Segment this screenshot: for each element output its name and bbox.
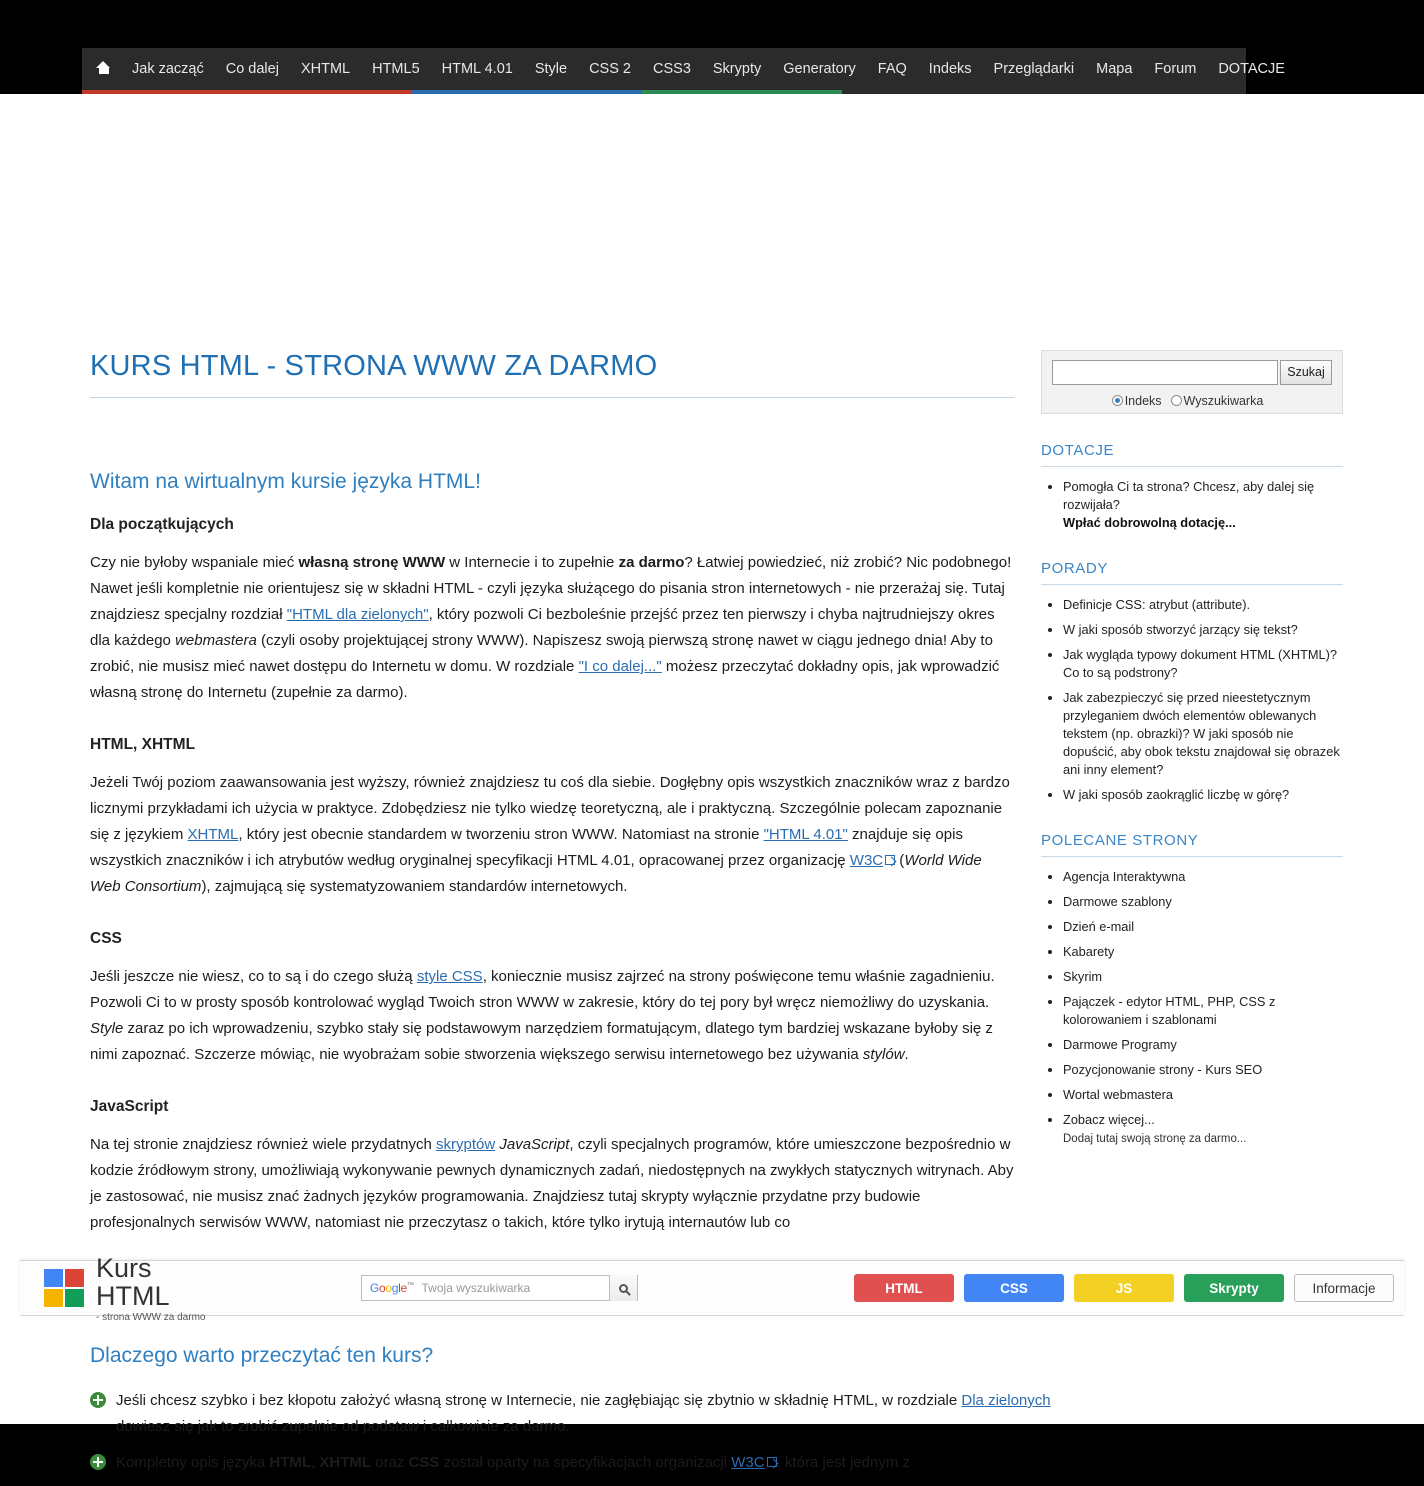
text-run: Jeśli chcesz szybko i bez kłopotu założyć własną stronę w Internecie, nie zagłębiając się zbytnio w składnię HTML, w rozdziale (116, 1392, 962, 1409)
nav-item-faq[interactable]: FAQ (877, 61, 907, 77)
list-item[interactable]: • Darmowe Programy (1063, 1036, 1343, 1054)
add-site-note[interactable]: Dodaj tutaj swoją stronę za darmo... (1063, 1133, 1247, 1145)
list-item[interactable]: • W jaki sposób zaokrąglić liczbę w górę? (1063, 786, 1343, 804)
nav-item-html401[interactable]: HTML 4.01 (441, 61, 513, 77)
text-run: Czy nie byłoby wspaniale mieć (90, 554, 299, 571)
beginners-paragraph (90, 550, 1015, 706)
text-strong: XHTML (319, 1454, 372, 1471)
list-item[interactable]: • Dzień e-mail (1063, 918, 1343, 936)
button-html[interactable]: HTML (854, 1274, 954, 1302)
search-input[interactable] (1052, 360, 1278, 385)
text-italic: JavaScript (495, 1136, 570, 1153)
nav-item-css3[interactable]: CSS3 (653, 61, 691, 77)
list-item[interactable]: • W jaki sposób stworzyć jarzący się tekst? (1063, 621, 1343, 639)
home-icon (96, 61, 111, 74)
brand-title: Kurs HTML (96, 1252, 170, 1311)
radio-wyszukiwarka-label: Wyszukiwarka (1183, 394, 1264, 408)
search-button[interactable]: Szukaj (1280, 360, 1332, 385)
list-item[interactable]: • Pozycjonowanie strony - Kurs SEO (1063, 1061, 1343, 1079)
css-heading: CSS (90, 930, 122, 947)
nav-item-xhtml[interactable]: XHTML (300, 61, 351, 77)
list-item[interactable]: • Darmowe szablony (1063, 893, 1343, 911)
welcome-heading: Witam na wirtualnym kursie języka HTML! (90, 470, 481, 493)
nav-item-style[interactable]: Style (534, 61, 568, 77)
nav-item-skrypty[interactable]: Skrypty (712, 61, 762, 77)
list-item[interactable]: • Jak wygląda typowy dokument HTML (XHTML)? Co to są podstrony? (1063, 646, 1343, 682)
beginners-heading: Dla początkujących (90, 516, 234, 533)
text-run: Jeżeli Twój poziom zaawansowania jest wyższy, również znajdziesz tu coś dla siebie. Dogłębny opis wszystkich znaczników wraz z bardzo licznymi przykładami ich użycia w praktyce. Zdobędziesz nie tylko wiedzę teoretyczną, ale i praktyczną. Szczególnie polecam zapoznanie się z językiem (90, 774, 1010, 843)
sidebar-section-polecane (1041, 832, 1343, 1147)
plus-circle-icon (90, 1454, 106, 1470)
search-icon (619, 1284, 628, 1293)
nav-home-link[interactable] (88, 48, 121, 90)
google-search-input[interactable]: Twoja wyszukiwarka (421, 1281, 531, 1295)
nav-item-mapa[interactable]: Mapa (1096, 61, 1133, 77)
google-search-box[interactable] (361, 1275, 638, 1301)
text-strong: własną stronę WWW (298, 554, 446, 571)
link-style-css[interactable]: style CSS (416, 968, 483, 985)
list-item (90, 1450, 1090, 1476)
list-item[interactable]: • Kabarety (1063, 943, 1343, 961)
list-item (90, 1388, 1090, 1440)
sidebar-list-porady (1041, 596, 1343, 804)
link-html-dla-zielonych[interactable]: "HTML dla zielonych" (286, 606, 429, 623)
text-italic: World Wide Web Consortium (90, 852, 982, 895)
list-item[interactable]: • Pajączek - edytor HTML, PHP, CSS z kolorowaniem i szablonami (1063, 993, 1343, 1029)
why-read-list (90, 1388, 1090, 1476)
nav-item-css2[interactable]: CSS 2 (589, 61, 631, 77)
plus-circle-icon (90, 1392, 106, 1408)
text-run: możesz przeczytać dokładny opis, jak wprowadzić własną stronę do Internetu (zupełnie za darmo). (90, 658, 1000, 701)
text-run: w Internecie i to zupełnie (445, 554, 619, 571)
text-run: ( (895, 852, 905, 869)
text-run: (czyli osoby projektującej strony WWW). Napiszesz swoją pierwszą stronę nawet w ciągu jednego dnia! Aby to zrobić, nie musisz mieć nawet dostępu do Internetu w domu. W rozdziale (90, 632, 993, 675)
title-divider (90, 397, 1015, 398)
sidebar-section-dotacje (1041, 442, 1343, 532)
text-strong: za darmo (618, 554, 685, 571)
main-navigation[interactable] (82, 48, 1285, 90)
link-html401[interactable]: "HTML 4.01" (763, 826, 848, 843)
list-item[interactable]: • Agencja Interaktywna (1063, 868, 1343, 886)
text-run: Jeśli jeszcze nie wiesz, co to są i do czego służą (90, 968, 417, 985)
nav-color-stripe (82, 90, 1246, 94)
text-run: Kompletny opis języka (116, 1454, 270, 1471)
main-content (90, 350, 1015, 1266)
list-item[interactable] (1063, 1111, 1343, 1147)
text-run: został oparty na specyfikacjach organizacji (439, 1454, 732, 1471)
external-link-icon (767, 1457, 777, 1467)
radio-indeks-label: Indeks (1124, 394, 1162, 408)
button-informacje[interactable]: Informacje (1294, 1274, 1394, 1302)
text-run: Na tej stronie znajdziesz również wiele przydatnych (90, 1136, 436, 1153)
why-read-heading: Dlaczego warto przeczytać ten kurs? (90, 1344, 434, 1367)
site-logo[interactable] (44, 1269, 84, 1307)
sidebar-heading-porady: PORADY (1041, 560, 1343, 585)
search-scope-radios[interactable] (1052, 394, 1332, 408)
top-black-bar (0, 0, 1424, 48)
text-run: ? Łatwiej powiedzieć, niż zrobić? Nic podobnego! Nawet jeśli kompletnie nie orientujesz się w składni HTML - czyli języka służącego do pisania stron internetowych - nie przerażaj się. Tutaj znajdziesz specjalny rozdział (90, 554, 1012, 623)
donation-text: Pomogła Ci ta strona? Chcesz, aby dalej się rozwijała? (1063, 479, 1315, 512)
bottom-toolbar (20, 1252, 1404, 1323)
sidebar-section-porady (1041, 560, 1343, 804)
link-w3c[interactable]: W3C (849, 852, 884, 869)
nav-item-forum[interactable]: Forum (1154, 61, 1197, 77)
list-item[interactable]: • Definicje CSS: atrybut (attribute). (1063, 596, 1343, 614)
page-title: KURS HTML - STRONA WWW ZA DARMO (90, 350, 658, 382)
nav-item-jak-zaczac[interactable]: Jak zacząć (132, 61, 204, 77)
text-run: , koniecznie musisz zajrzeć na strony poświęcone temu właśnie zagadnieniu. Pozwoli Ci to w prosty sposób kontrolować wygląd Twoich stron WWW w zakresie, który do tej pory był wręcz niemożliwy do uzyskania. (90, 968, 995, 1011)
text-strong: CSS (408, 1454, 440, 1471)
button-skrypty[interactable]: Skrypty (1184, 1274, 1284, 1302)
link-xhtml[interactable]: XHTML (187, 826, 239, 843)
search-panel (1041, 350, 1343, 414)
button-js[interactable]: JS (1074, 1274, 1174, 1302)
text-run: dowiesz się jak to zrobić zupełnie od podstaw i całkowicie za darmo. (116, 1418, 570, 1435)
text-run: znajduje się opis wszystkich znaczników i ich atrybutów według oryginalnej specyfikacji HTML 4.01, opracowanej przez organizację (90, 826, 963, 869)
text-run: , który jest obecnie standardem w tworzeniu stron WWW. Natomiast na stronie (238, 826, 764, 843)
trademark-symbol: ™ (406, 1282, 414, 1289)
list-item (1063, 478, 1343, 532)
text-run: . (904, 1046, 909, 1063)
nav-item-co-dalej[interactable]: Co dalej (225, 61, 279, 77)
google-logo: Google™ (369, 1281, 414, 1295)
css-paragraph (90, 964, 1015, 1068)
sidebar (1041, 350, 1343, 1154)
text-run: , który pozwoli Ci bezboleśnie przejść przez ten pierwszy i chyba najtrudniejszy okres dla każdego (90, 606, 995, 649)
list-item[interactable]: • Wortal webmastera (1063, 1086, 1343, 1104)
text-run: , która jest jednym z (776, 1454, 910, 1471)
text-run: oraz (371, 1454, 409, 1471)
nav-item-indeks[interactable]: Indeks (928, 61, 972, 77)
text-run: , (311, 1454, 320, 1471)
below-fold-content (90, 1310, 1090, 1486)
nav-item-html5[interactable]: HTML5 (372, 61, 420, 77)
link-skryptow[interactable]: skryptów (436, 1136, 496, 1153)
text-run: , czyli specjalnych programów, które umieszczone bezpośrednio w kodzie źródłowym strony, umożliwiają wykonywanie pewnych dynamicznych zadań, niedostępnych na zwykłych statycznych witrynach. Aby je zastosować, nie musisz znać żadnych języków programowania. Znajdziesz tutaj skrypty wyłącznie przydatne przy budowie profesjonalnych serwisów WWW, natomiast nie przeczytasz o takich, które tylko irytują internautów lub co (90, 1136, 1014, 1231)
left-gutter (0, 48, 82, 94)
sidebar-heading-polecane: POLECANE STRONY (1041, 832, 1343, 857)
link-dla-zielonych[interactable]: Dla zielonych (961, 1392, 1051, 1409)
sidebar-list-polecane (1041, 868, 1343, 1147)
list-item[interactable]: • Skyrim (1063, 968, 1343, 986)
google-search-button[interactable] (609, 1275, 637, 1301)
button-css[interactable]: CSS (964, 1274, 1064, 1302)
donation-link[interactable]: Wpłać dobrowolną dotację... (1063, 515, 1236, 530)
javascript-paragraph (90, 1132, 1015, 1236)
htmlxhtml-heading: HTML, XHTML (90, 736, 196, 753)
sidebar-heading-dotacje: DOTACJE (1041, 442, 1343, 467)
nav-item-przegladarki[interactable]: Przeglądarki (993, 61, 1075, 77)
link-w3c-2[interactable]: W3C (731, 1454, 765, 1471)
external-link-icon (885, 855, 895, 865)
text-italic: Style (90, 1020, 124, 1037)
brand-block (96, 1254, 223, 1323)
nav-item-generatory[interactable]: Generatory (783, 61, 856, 77)
text-run: ), zajmującą się systematyzowaniem standardów internetowych. (201, 878, 628, 895)
link-i-co-dalej[interactable]: "I co dalej..." (578, 658, 662, 675)
radio-indeks[interactable] (1112, 395, 1123, 406)
sidebar-list-dotacje (1041, 478, 1343, 532)
text-strong: HTML (269, 1454, 312, 1471)
text-italic: stylów (862, 1046, 905, 1063)
list-item[interactable]: • Jak zabezpieczyć się przed nieestetycznym przyleganiem dwóch elementów oblewanych tekstem (np. obrazki)? W jaki sposób nie dopuścić, aby obok tekstu znajdował się obrazek ani inny element? (1063, 689, 1343, 779)
radio-wyszukiwarka[interactable] (1171, 395, 1182, 406)
brand-subtitle: - strona WWW za darmo (96, 1311, 206, 1323)
javascript-heading: JavaScript (90, 1098, 169, 1115)
text-italic: webmastera (175, 632, 257, 649)
see-more-text: Zobacz więcej... (1063, 1112, 1155, 1127)
category-buttons (854, 1274, 1404, 1302)
htmlxhtml-paragraph (90, 770, 1015, 900)
nav-item-dotacje[interactable]: DOTACJE (1218, 61, 1285, 77)
text-run: zaraz po ich wprowadzeniu, szybko stały się podstawowym narzędziem formatującym, dlatego tym bardziej wskazane byłoby się z nimi zapoznać. Szczerze mówiąc, nie wyobrażam sobie stworzenia większego serwisu internetowego bez używania (90, 1020, 993, 1063)
